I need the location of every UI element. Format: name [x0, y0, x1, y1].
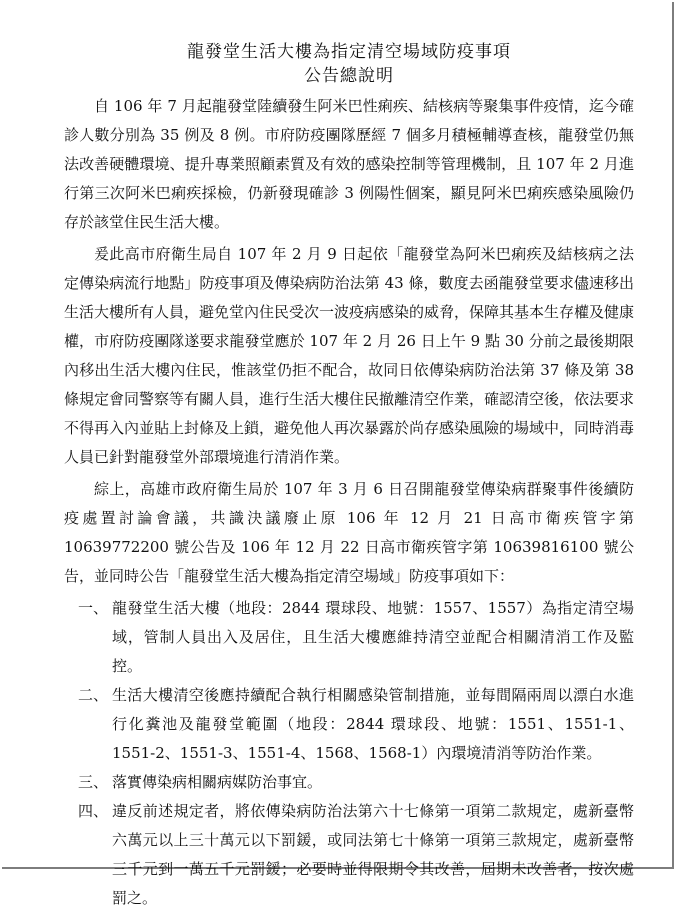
- list-item-number: 一、: [78, 599, 109, 617]
- list-item: [78, 768, 634, 797]
- list-item-text: 違反前述規定者，將依傳染病防治法第六十七條第一項第二款規定，處新臺幣六萬元以上三十萬元以下罰鍰，或同法第七十條第一項第三款規定，處新臺幣三千元到一萬五千元罰鍰；必要時並得限期令其改善，屆期未改善者，按次處罰之。: [112, 802, 634, 907]
- list-item-text: 落實傳染病相關病媒防治事宜。: [112, 773, 323, 791]
- list-item-text: 生活大樓清空後應持續配合執行相關感染管制措施，並每間隔兩周以漂白水進行化糞池及龍發堂範圍（地段：2844 環球段、地號：1551、1551-1、1551-2、1551-3、1551-4、1568、1568-1）內環境清消等防治作業。: [112, 686, 634, 762]
- paragraph-actions: 爰此高市府衛生局自 107 年 2 月 9 日起依「龍發堂為阿米巴痢疾及結核病之法定傳染病流行地點」防疫事項及傳染病防治法第 43 條，數度去函龍發堂要求儘速移出生活大樓所有人員，避免堂內住民受次一波疫病感染的威脅，保障其基本生存權及健康權，市府防疫團隊遂要求龍發堂應於 107 年 2 月 26 日上午 9 點 30 分前之最後期限內移出生活大樓內住民，惟該堂仍拒不配合，故同日依傳染病防治法第 37 條及第 38 條規定會同警察等有關人員，進行生活大樓住民撤離清空作業，確認清空後，依法要求不得再入內並貼上封條及上鎖，避免他人再次暴露於尚存感染風險的場域中，同時消毒人員已針對龍發堂外部環境進行清消作業。: [64, 245, 635, 466]
- document-subtitle: 公告總說明: [304, 66, 394, 86]
- list-item-text: 龍發堂生活大樓（地段：2844 環球段、地號：1557、1557）為指定清空場域，管制人員出入及居住，且生活大樓應維持清空並配合相關清消工作及監控。: [112, 599, 634, 675]
- list-item-number: 三、: [78, 773, 109, 791]
- document-title: 龍發堂生活大樓為指定清空場域防疫事項: [187, 42, 511, 62]
- list-item: [78, 594, 634, 681]
- list-item: [78, 681, 634, 768]
- measures-list: [64, 594, 634, 913]
- list-item-number: 二、: [78, 686, 109, 704]
- list-item: [78, 797, 634, 913]
- paragraph-conclusion: 綜上，高雄市政府衛生局於 107 年 3 月 6 日召開龍發堂傳染病群聚事件後續防疫處置討論會議，共識決議廢止原 106 年 12 月 21 日高市衛疾管字第 10639772200 號公告及 106 年 12 月 22 日高市衛疾管字第 10639816100 號公告，並同時公告「龍發堂生活大樓為指定清空場域」防疫事項如下：: [64, 480, 634, 585]
- list-item-number: 四、: [78, 802, 109, 820]
- paragraph-background: 自 106 年 7 月起龍發堂陸續發生阿米巴性痢疾、結核病等聚集事件疫情，迄今確診人數分別為 35 例及 8 例。市府防疫團隊歷經 7 個多月積極輔導查核，龍發堂仍無法改善硬體環境、提升專業照顧素質及有效的感染控制等管理機制，且 107 年 2 月進行第三次阿米巴痢疾採檢，仍新發現確診 3 例陽性個案，顯見阿米巴痢疾感染風險仍存於該堂住民生活大樓。: [64, 97, 634, 231]
- document-body: [64, 40, 634, 913]
